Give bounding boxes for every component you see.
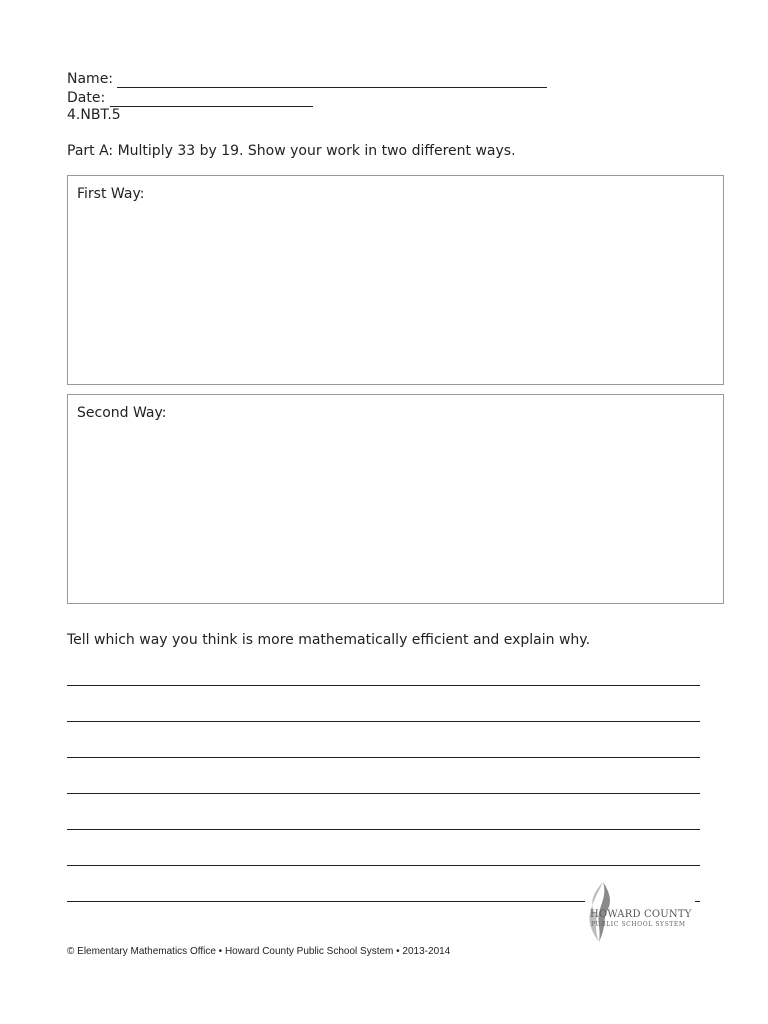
standard-code: 4.NBT.5 xyxy=(67,107,121,123)
efficiency-question: Tell which way you think is more mathematically efficient and explain why. xyxy=(67,632,591,648)
answer-line[interactable] xyxy=(67,757,700,758)
answer-line[interactable] xyxy=(67,793,700,794)
answer-line[interactable] xyxy=(67,721,700,722)
part-a-prompt: Part A: Multiply 33 by 19. Show your work in two different ways. xyxy=(67,143,516,159)
name-field-row xyxy=(67,70,547,88)
hcpss-logo xyxy=(585,881,695,945)
first-way-label: First Way: xyxy=(77,186,145,202)
logo-text-line1: HOWARD COUNTY xyxy=(590,909,692,920)
date-label: Date: xyxy=(67,90,106,106)
name-label: Name: xyxy=(67,71,114,87)
second-way-work-box[interactable] xyxy=(67,394,724,604)
first-way-work-box[interactable] xyxy=(67,175,724,385)
date-field-row xyxy=(67,89,313,107)
name-blank-line[interactable] xyxy=(117,73,547,88)
answer-line[interactable] xyxy=(67,829,700,830)
answer-line[interactable] xyxy=(67,685,700,686)
second-way-label: Second Way: xyxy=(77,405,167,421)
footer-copyright: © Elementary Mathematics Office • Howard County Public School System • 2013-2014 xyxy=(67,946,451,957)
logo-text-line2: PUBLIC SCHOOL SYSTEM xyxy=(591,921,686,928)
date-blank-line[interactable] xyxy=(110,92,313,107)
answer-line[interactable] xyxy=(67,865,700,866)
